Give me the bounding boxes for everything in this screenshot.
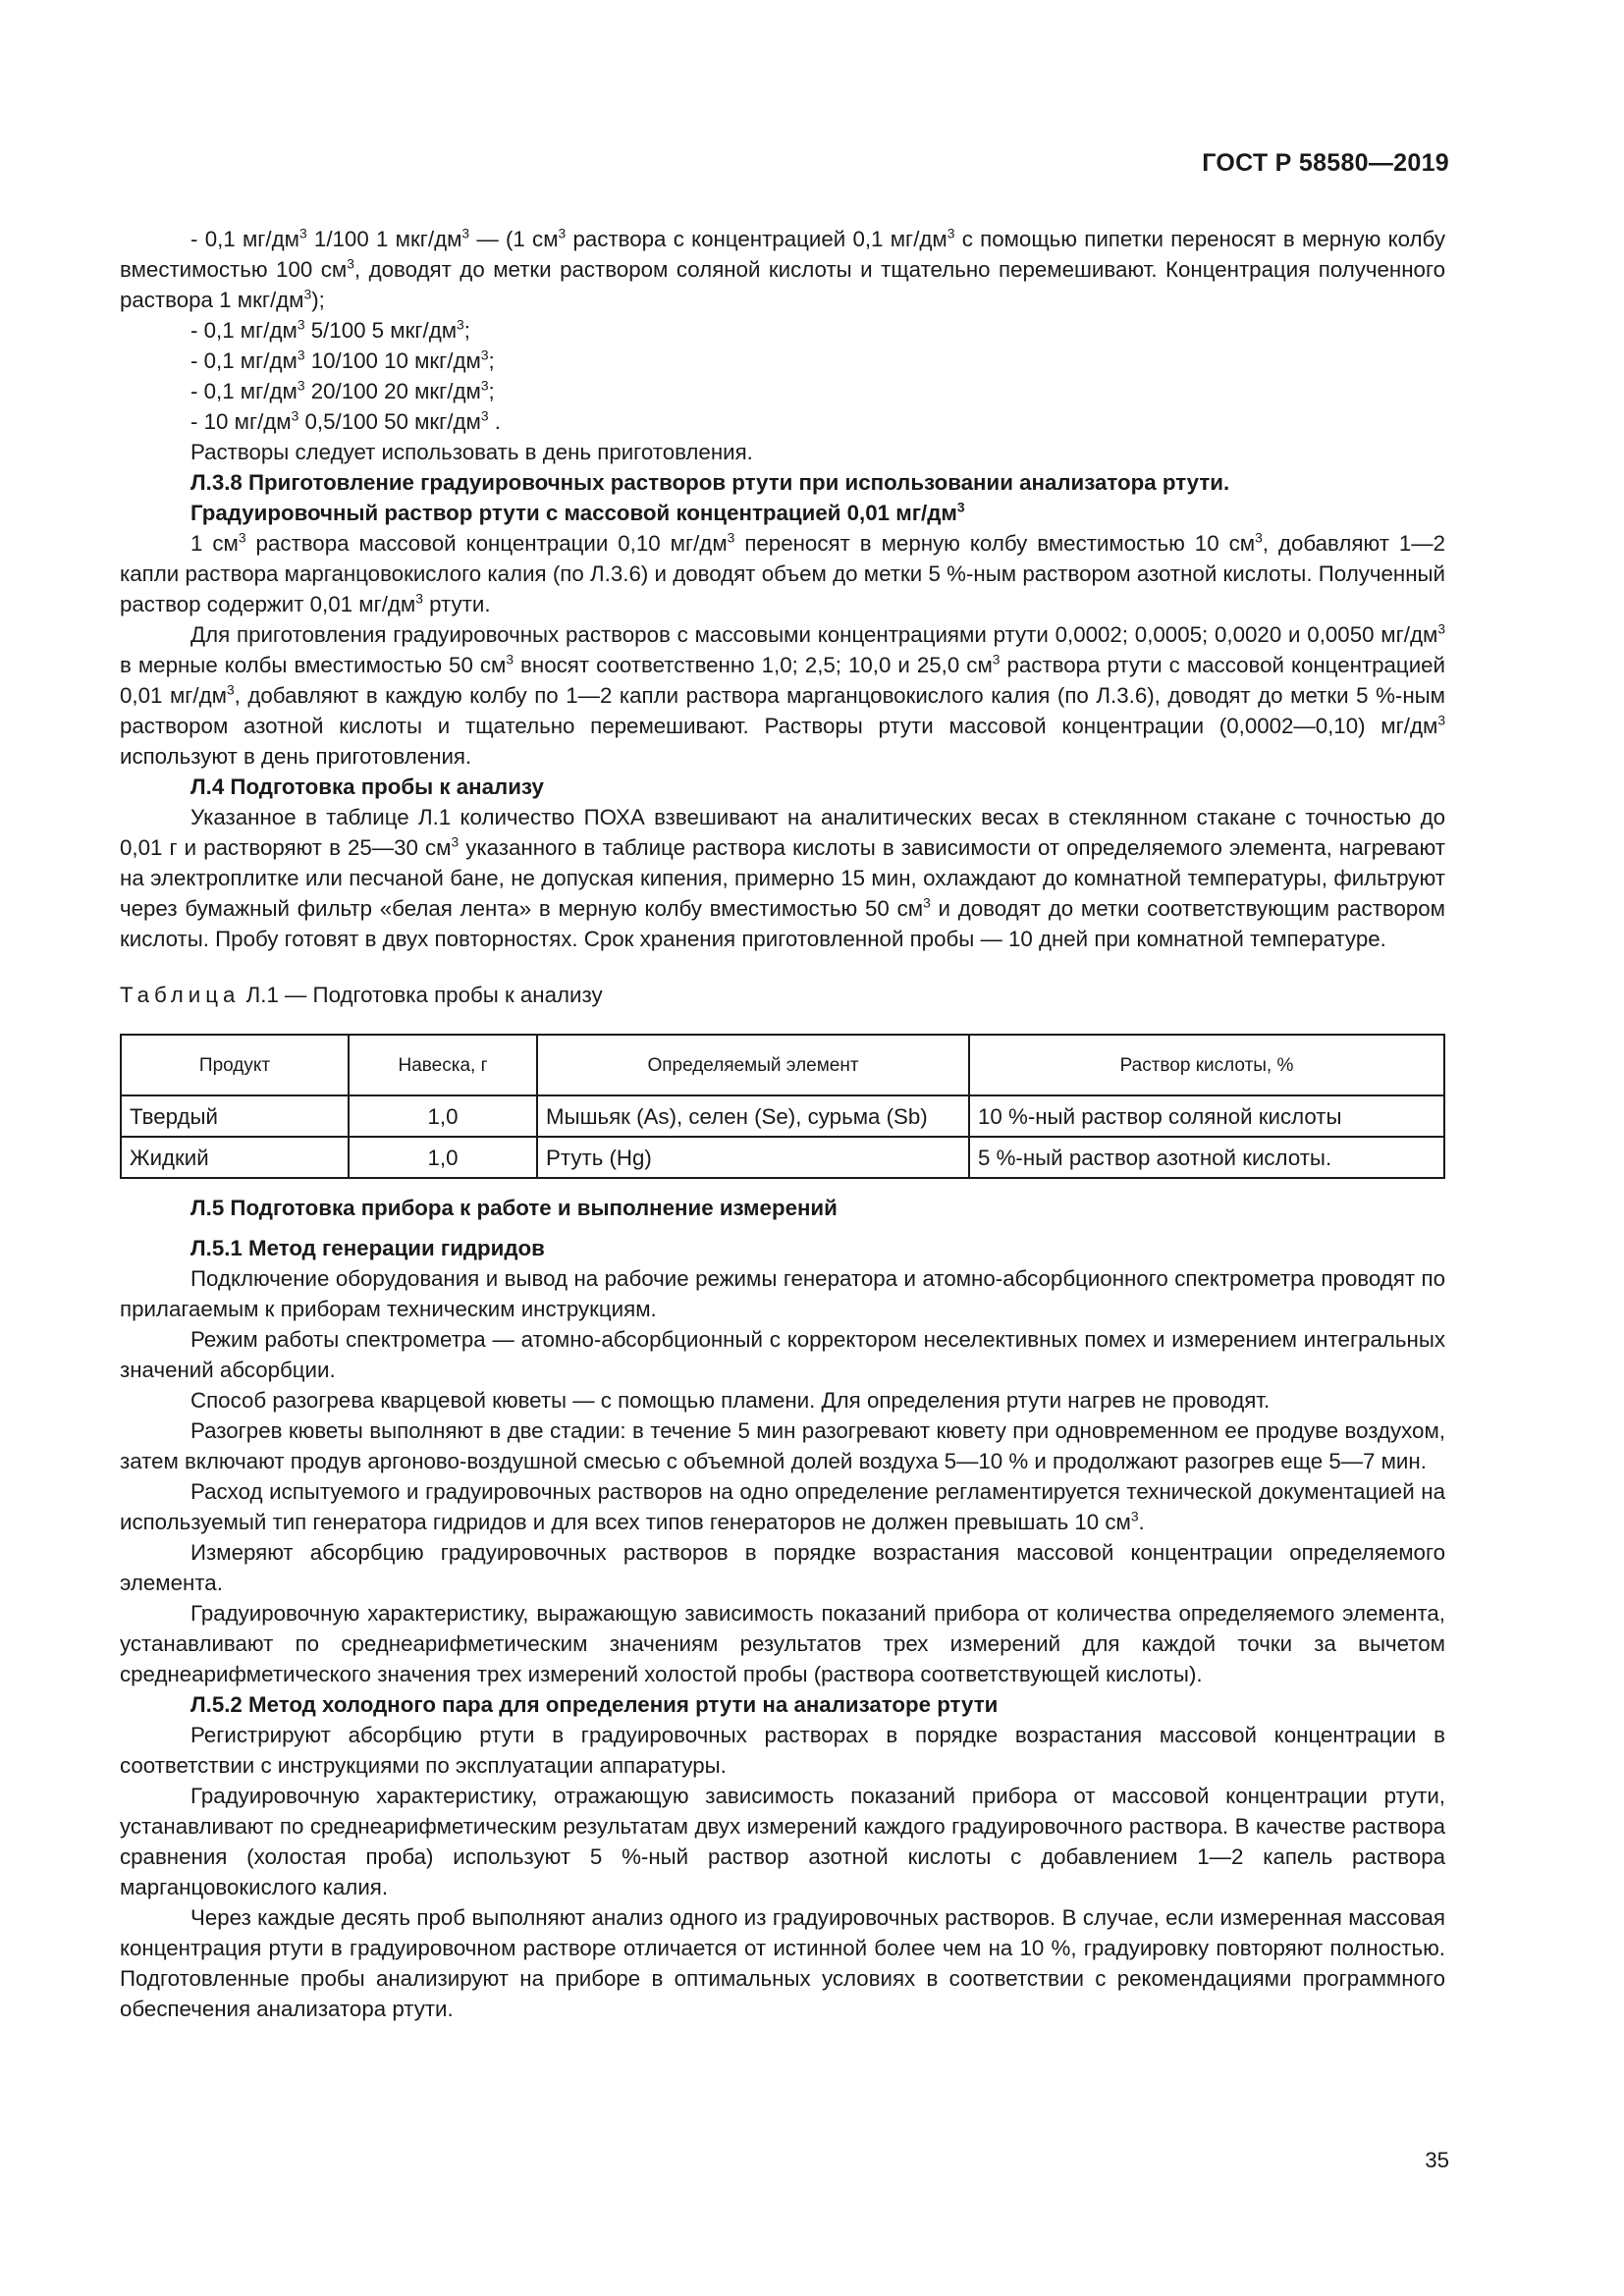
table-row [121, 1137, 1444, 1178]
dilution-line-4: - 0,1 $мг/дм^3$ 20/100 20 мкг/$дм^3$; [190, 377, 495, 403]
cell-element: Ртуть (Hg) [537, 1137, 969, 1178]
paragraph-l52-1: Регистрируют абсорбцию ртути в градуировочных растворах в порядке возрастания массовой концентрации в соответствии с инструкциями по эксплуатации аппаратуры. [120, 1723, 1445, 1778]
col-header-product: Продукт [121, 1035, 349, 1095]
cell-acid: 5 %-ный раствор азотной кислоты. [969, 1137, 1444, 1178]
cell-acid: 10 %-ный раствор соляной кислоты [969, 1095, 1444, 1137]
section-subheading-l38: Градуировочный раствор ртути с массовой концентрацией 0,01 $мг/дм^3$ [190, 499, 965, 525]
paragraph-l52-2: Градуировочную характеристику, отражающую зависимость показаний прибора от массовой концентрации ртути, устанавливают по среднеарифметическим результатам двух измерений каждого градуировочного раствора. В качестве раствора сравнения (холостая проба) используют 5 %-ный раствор азотной кислоты с добавлением 1—2 капель раствора марганцовокислого калия. [120, 1784, 1445, 1899]
paragraph-l52-3: Через каждые десять проб выполняют анализ одного из градуировочных растворов. В случае, если измеренная массовая концентрация ртути в градуировочном растворе отличается от истинной более чем на 10 %, градуировку повторяют полностью. Подготовленные пробы анализируют на приборе в оптимальных условиях в соответствии с рекомендациями программного обеспечения анализатора ртути. [120, 1905, 1445, 2021]
table-header-row [121, 1035, 1444, 1095]
dilution-line-5: - 10 $мг/дм^3$ 0,5/100 50 мкг/$дм^3$ . [190, 407, 501, 434]
spacer [120, 1223, 1445, 1233]
section-heading-l4: Л.4 Подготовка пробы к анализу [190, 774, 544, 799]
dilution-line-3: - 0,1 $мг/дм^3$ 10/100 10 мкг/$дм^3$; [190, 347, 495, 373]
section-heading-l38: Л.3.8 Приготовление градуировочных растворов ртути при использовании анализатора ртути. [190, 470, 1230, 495]
col-header-weight: Навеска, г [349, 1035, 537, 1095]
paragraph-l4-1: Указанное в таблице Л.1 количество ПОХА взвешивают на аналитических весах в стеклянном стакане с точностью до 0,01 г и растворяют в 25—30 $см^3$ указанного в таблице раствора кислоты в зависимости от определяемого элемента, нагревают на электроплитке или песчаной бане, не допуская кипения, примерно 15 мин, охлаждают до комнатной температуры, фильтруют через бумажный фильтр «белая лента» в мерную колбу вместимостью 50 $см^3$ и доводят до метки соответствующим раствором кислоты. Пробу готовят в двух повторностях. Срок хранения приготовленной пробы — 10 дней при комнатной температуре. [120, 805, 1445, 951]
section-heading-l51: Л.5.1 Метод генерации гидридов [190, 1236, 545, 1260]
paragraph-l51-1: Подключение оборудования и вывод на рабочие режимы генератора и атомно-абсорбционного спектрометра проводят по прилагаемым к приборам техническим инструкциям. [120, 1266, 1445, 1321]
cell-product: Твердый [121, 1095, 349, 1137]
table-caption: Таблица Л.1 — Подготовка пробы к анализу [120, 983, 603, 1007]
paragraph-l51-3: Способ разогрева кварцевой кюветы — с помощью пламени. Для определения ртути нагрев не проводят. [190, 1388, 1271, 1413]
spacer [120, 1179, 1445, 1193]
cell-element: Мышьяк (As), селен (Se), сурьма (Sb) [537, 1095, 969, 1137]
paragraph-l51-2: Режим работы спектрометра — атомно-абсорбционный с корректором неселективных помех и измерением интегральных значений абсорбции. [120, 1327, 1445, 1382]
paragraph-l51-5: Расход испытуемого и градуировочных растворов на одно определение регламентируется технической документацией на используемый тип генератора гидридов и для всех типов генераторов не должен превышать 10 $см^3$. [120, 1479, 1445, 1534]
cell-weight: 1,0 [349, 1137, 537, 1178]
paragraph-l38-1: 1 $см^3$ раствора массовой концентрации 0,10 $мг/дм^3$ переносят в мерную колбу вместимостью 10 $см^3$, добавляют 1—2 капли раствора марганцовокислого калия (по Л.3.6) и доводят объем до метки 5 %-ным раствором азотной кислоты. Полученный раствор содержит 0,01 $мг/дм^3$ ртути. [120, 529, 1445, 616]
dilution-line-1: - 0,1 $мг/дм^3$ 1/100 1 мкг/$дм^3$ — (1 $см^3$ раствора с концентрацией 0,1 $мг/дм^3$ с помощью пипетки переносят в мерную колбу вместимостью 100 $см^3$, доводят до метки раствором соляной кислоты и тщательно перемешивают. Концентрация полученного раствора 1 мкг/$дм^3$); [120, 225, 1445, 312]
table-row [121, 1095, 1444, 1137]
dilution-line-2: - 0,1 $мг/дм^3$ 5/100 5 мкг/$дм^3$; [190, 316, 470, 343]
paragraph-l51-7: Градуировочную характеристику, выражающую зависимость показаний прибора от количества определяемого элемента, устанавливают по среднеарифметическим значениям результатов трех измерений для каждой точки за вычетом среднеарифметического значения трех измерений холостой пробы (раствора соответствующей кислоты). [120, 1601, 1445, 1686]
page-number: 35 [1425, 2148, 1449, 2172]
col-header-element: Определяемый элемент [537, 1035, 969, 1095]
cell-weight: 1,0 [349, 1095, 537, 1137]
col-header-acid: Раствор кислоты, % [969, 1035, 1444, 1095]
usage-note: Растворы следует использовать в день приготовления. [190, 440, 753, 464]
sample-prep-table [120, 1034, 1445, 1179]
section-heading-l52: Л.5.2 Метод холодного пара для определения ртути на анализаторе ртути [190, 1692, 999, 1717]
cell-product: Жидкий [121, 1137, 349, 1178]
paragraph-l38-2: Для приготовления градуировочных растворов с массовыми концентрациями ртути 0,0002; 0,0005; 0,0020 и 0,0050 $мг/дм^3$ в мерные колбы вместимостью 50 $см^3$ вносят соответственно 1,0; 2,5; 10,0 и 25,0 $см^3$ раствора ртути с массовой концентрацией 0,01 $мг/дм^3$, добавляют в каждую колбу по 1—2 капли раствора марганцовокислого калия (по Л.3.6), доводят до метки 5 %-ным раствором азотной кислоты и тщательно перемешивают. Растворы ртути массовой концентрации (0,0002—0,10) $мг/дм^3$ используют в день приготовления. [120, 620, 1446, 769]
document-body [120, 224, 1445, 2024]
standard-header: ГОСТ Р 58580—2019 [1202, 149, 1449, 177]
paragraph-l51-4: Разогрев кюветы выполняют в две стадии: в течение 5 мин разогревают кювету при одновременном ее продуве воздухом, затем включают продув аргоново-воздушной смесью с объемной долей воздуха 5—10 % и продолжают разогрев еще 5—7 мин. [120, 1418, 1445, 1473]
section-heading-l5: Л.5 Подготовка прибора к работе и выполнение измерений [190, 1196, 838, 1220]
paragraph-l51-6: Измеряют абсорбцию градуировочных растворов в порядке возрастания массовой концентрации определяемого элемента. [120, 1540, 1445, 1595]
